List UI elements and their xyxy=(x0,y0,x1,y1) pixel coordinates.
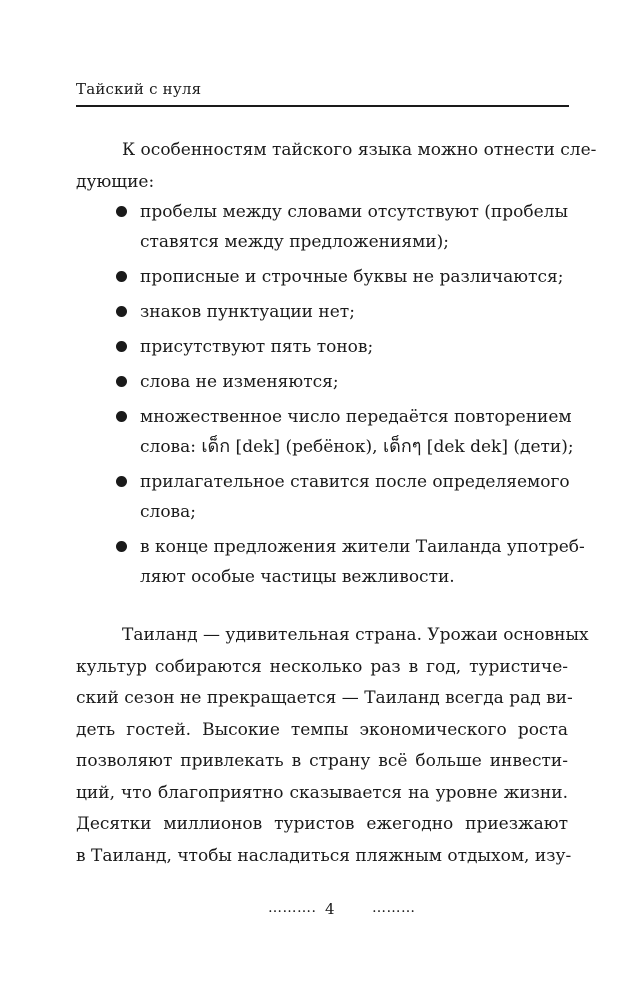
list-item xyxy=(76,298,568,328)
paragraph-line: позволяют привлекать в страну всё больше инвести- xyxy=(76,751,568,771)
list-item-line: слова не изменяются; xyxy=(140,372,339,392)
footer-dots-left: ………. xyxy=(268,900,317,916)
intro-line: К особенностям тайского языка можно отнести сле- xyxy=(122,140,597,160)
transliteration: [dek] (ребёнок), xyxy=(230,437,383,457)
list-item-line: знаков пунктуации нет; xyxy=(140,302,355,322)
bullet-icon xyxy=(116,341,127,352)
page-number: 4 xyxy=(325,900,335,918)
transliteration: [dek dek] (дети); xyxy=(421,437,574,457)
paragraph-line: Таиланд — удивительная страна. Урожаи основных xyxy=(122,625,589,645)
thai-word: เด็ก xyxy=(201,436,231,457)
paragraph-line: в Таиланд, чтобы насладиться пляжным отдыхом, изу- xyxy=(76,845,572,866)
paragraph-line: деть гостей. Высокие темпы экономического роста xyxy=(76,719,568,740)
bullet-icon xyxy=(116,541,127,552)
bullet-icon xyxy=(116,206,127,217)
bullet-icon xyxy=(116,271,127,282)
list-item-line: в конце предложения жители Таиланда употреб- xyxy=(140,537,585,557)
line-prefix: слова: xyxy=(140,437,202,457)
list-item xyxy=(76,263,568,293)
list-item-line: прилагательное ставится после определяемого xyxy=(140,472,570,492)
list-item-line: пробелы между словами отсутствуют (пробелы xyxy=(140,202,568,222)
list-item xyxy=(76,368,568,398)
thai-word: เด็กๆ xyxy=(382,436,422,457)
header-rule xyxy=(76,105,569,107)
paragraph-line: Десятки миллионов туристов ежегодно приезжают xyxy=(76,814,568,834)
paragraph-line: ский сезон не прекращается — Таиланд всегда рад ви- xyxy=(76,688,573,708)
list-item xyxy=(76,533,585,593)
list-item xyxy=(76,468,568,528)
list-item-line: множественное число передаётся повторением xyxy=(140,407,572,427)
list-item-line: прописные и строчные буквы не различаются; xyxy=(140,267,564,287)
running-head-title: Тайский с нуля xyxy=(76,80,202,98)
list-item xyxy=(76,403,574,463)
page-footer xyxy=(0,900,644,920)
list-item-line: слова; xyxy=(140,502,196,522)
list-item xyxy=(76,198,568,258)
list-item-line: ставятся между предложениями); xyxy=(140,232,449,252)
bullet-icon xyxy=(116,476,127,487)
intro-line: дующие: xyxy=(76,171,155,192)
paragraph-line: культур собираются несколько раз в год, туристиче- xyxy=(76,656,568,677)
bullet-icon xyxy=(116,376,127,387)
thailand-paragraph xyxy=(76,620,589,872)
intro-paragraph xyxy=(76,135,597,198)
paragraph-line: ций, что благоприятно сказывается на уровне жизни. xyxy=(76,782,568,803)
list-item-line: присутствуют пять тонов; xyxy=(140,337,374,357)
features-list xyxy=(76,198,585,598)
footer-dots-right: ……… xyxy=(372,900,416,916)
list-item xyxy=(76,333,568,363)
bullet-icon xyxy=(116,306,127,317)
list-item-line xyxy=(140,433,574,463)
list-item-line: ляют особые частицы вежливости. xyxy=(140,567,455,587)
bullet-icon xyxy=(116,411,127,422)
